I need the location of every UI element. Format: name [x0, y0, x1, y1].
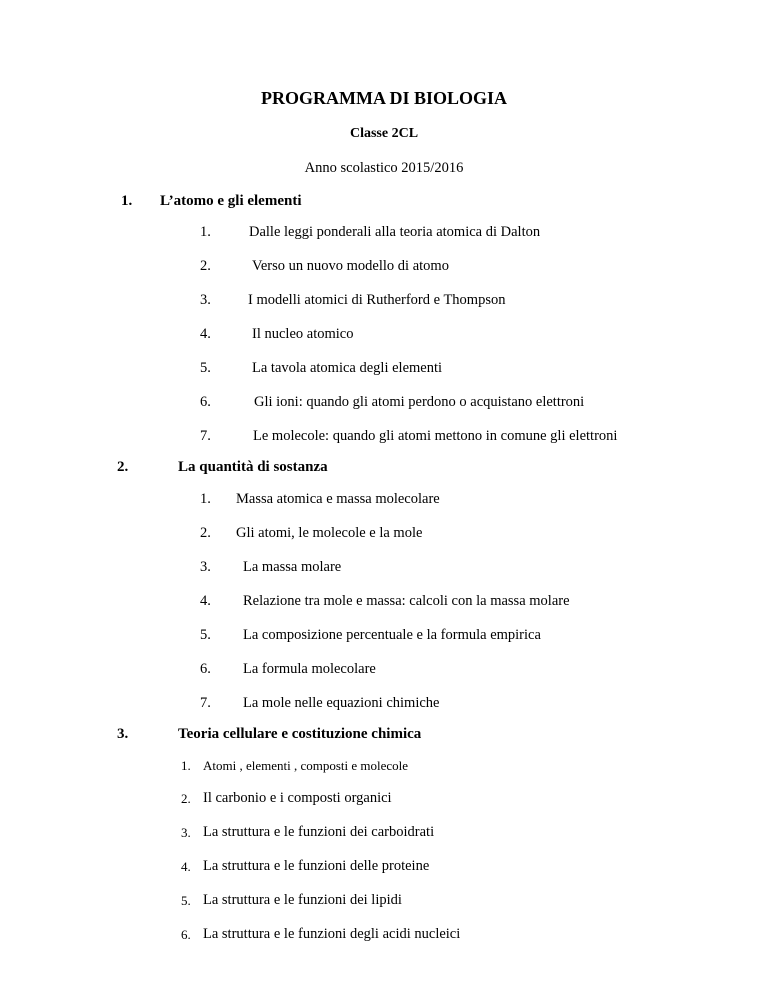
item-text: Il nucleo atomico: [252, 326, 354, 342]
section-number: 2.: [117, 459, 129, 475]
section-title: Teoria cellulare e costituzione chimica: [178, 726, 422, 742]
item-text: La struttura e le funzioni degli acidi nucleici: [203, 926, 461, 942]
item-number: 2.: [200, 258, 211, 274]
section-number: 1.: [121, 193, 133, 209]
item-number: 5.: [200, 360, 211, 376]
school-year: Anno scolastico 2015/2016: [304, 160, 464, 176]
item-number: 2.: [181, 791, 191, 806]
section-number: 3.: [117, 726, 129, 742]
item-text: Dalle leggi ponderali alla teoria atomica di Dalton: [249, 224, 541, 240]
item-text: La mole nelle equazioni chimiche: [243, 695, 440, 711]
item-number: 2.: [200, 525, 211, 541]
item-text: La struttura e le funzioni dei lipidi: [203, 892, 402, 908]
item-number: 4.: [181, 859, 191, 874]
item-text: Le molecole: quando gli atomi mettono in comune gli elettroni: [253, 428, 618, 444]
item-number: 6.: [200, 661, 211, 677]
item-number: 4.: [200, 593, 211, 609]
item-number: 1.: [200, 491, 211, 507]
item-number: 5.: [181, 893, 191, 908]
item-text: La struttura e le funzioni dei carboidrati: [203, 824, 435, 840]
item-text: La massa molare: [243, 559, 342, 575]
class-label: Classe 2CL: [349, 126, 419, 141]
item-number: 5.: [200, 627, 211, 643]
item-text: Relazione tra mole e massa: calcoli con la massa molare: [243, 593, 570, 609]
item-number: 4.: [200, 326, 211, 342]
item-text: Verso un nuovo modello di atomo: [252, 258, 449, 274]
item-number: 7.: [200, 695, 211, 711]
section-title: L’atomo e gli elementi: [160, 193, 302, 209]
item-text: Gli atomi, le molecole e la mole: [236, 525, 423, 541]
section-title: La quantità di sostanza: [178, 459, 328, 475]
item-text: I modelli atomici di Rutherford e Thompson: [248, 292, 506, 308]
item-number: 1.: [200, 224, 211, 240]
document-title: PROGRAMMA DI BIOLOGIA: [260, 88, 507, 108]
item-text: Atomi , elementi , composti e molecole: [203, 758, 409, 773]
item-text: La formula molecolare: [243, 661, 376, 677]
item-number: 3.: [200, 292, 211, 308]
item-text: La tavola atomica degli elementi: [252, 360, 443, 376]
item-number: 1.: [181, 758, 191, 773]
item-text: Gli ioni: quando gli atomi perdono o acquistano elettroni: [254, 394, 585, 410]
item-number: 6.: [200, 394, 211, 410]
item-number: 3.: [181, 825, 191, 840]
item-text: Il carbonio e i composti organici: [203, 790, 392, 806]
item-number: 7.: [200, 428, 211, 444]
item-number: 6.: [181, 927, 191, 942]
item-number: 3.: [200, 559, 211, 575]
item-text: La composizione percentuale e la formula empirica: [243, 627, 541, 643]
item-text: Massa atomica e massa molecolare: [236, 491, 440, 507]
item-text: La struttura e le funzioni delle proteine: [203, 858, 430, 874]
